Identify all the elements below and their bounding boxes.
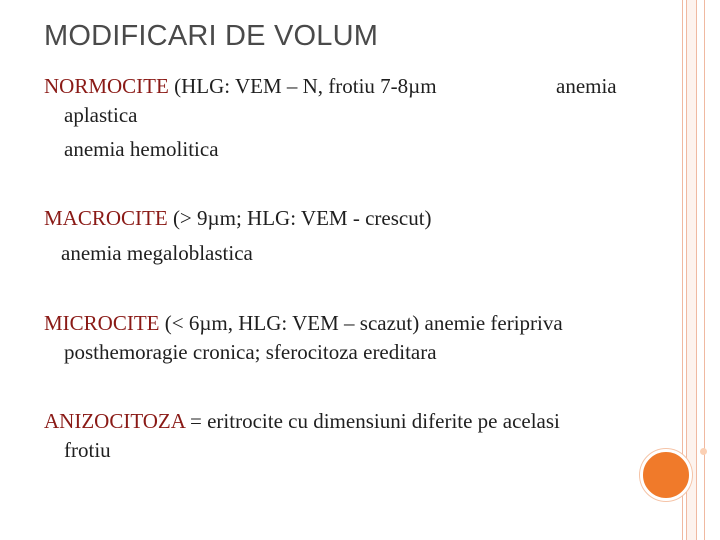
decorative-stripe-fill	[686, 0, 696, 540]
macrocite-detail: (> 9µm; HLG: VEM - crescut)	[167, 206, 432, 230]
macrocite-sub-1: anemia megaloblastica	[61, 241, 253, 265]
normocite-line	[44, 76, 437, 97]
microcite-line	[44, 313, 563, 334]
normocite-sub-2: anemia hemolitica	[64, 137, 219, 161]
microcite-detail: (< 6µm, HLG: VEM – scazut) anemie feripriva	[159, 311, 563, 335]
normocite-detail: (HLG: VEM – N, frotiu 7-8µm	[168, 74, 437, 98]
macrocite-line	[44, 208, 432, 229]
decorative-stripe-line	[696, 0, 697, 540]
anizocitoza-detail: = eritrocite cu dimensiuni diferite pe acelasi	[184, 409, 560, 433]
normocite-keyword: NORMOCITE	[44, 74, 169, 98]
decorative-dot-icon	[700, 448, 707, 455]
anizocitoza-sub-1: frotiu	[64, 438, 111, 462]
anizocitoza-line	[44, 411, 560, 432]
macrocite-keyword: MACROCITE	[44, 206, 168, 230]
slide-title: MODIFICARI DE VOLUM	[44, 20, 379, 52]
decorative-stripe-line	[704, 0, 705, 540]
normocite-right-text: anemia	[556, 74, 617, 98]
anizocitoza-keyword: ANIZOCITOZA	[44, 409, 185, 433]
decorative-circle-icon	[640, 449, 692, 501]
microcite-keyword: MICROCITE	[44, 311, 160, 335]
normocite-sub-1: aplastica	[64, 103, 138, 127]
microcite-sub-1: posthemoragie cronica; sferocitoza ereditara	[64, 340, 437, 364]
